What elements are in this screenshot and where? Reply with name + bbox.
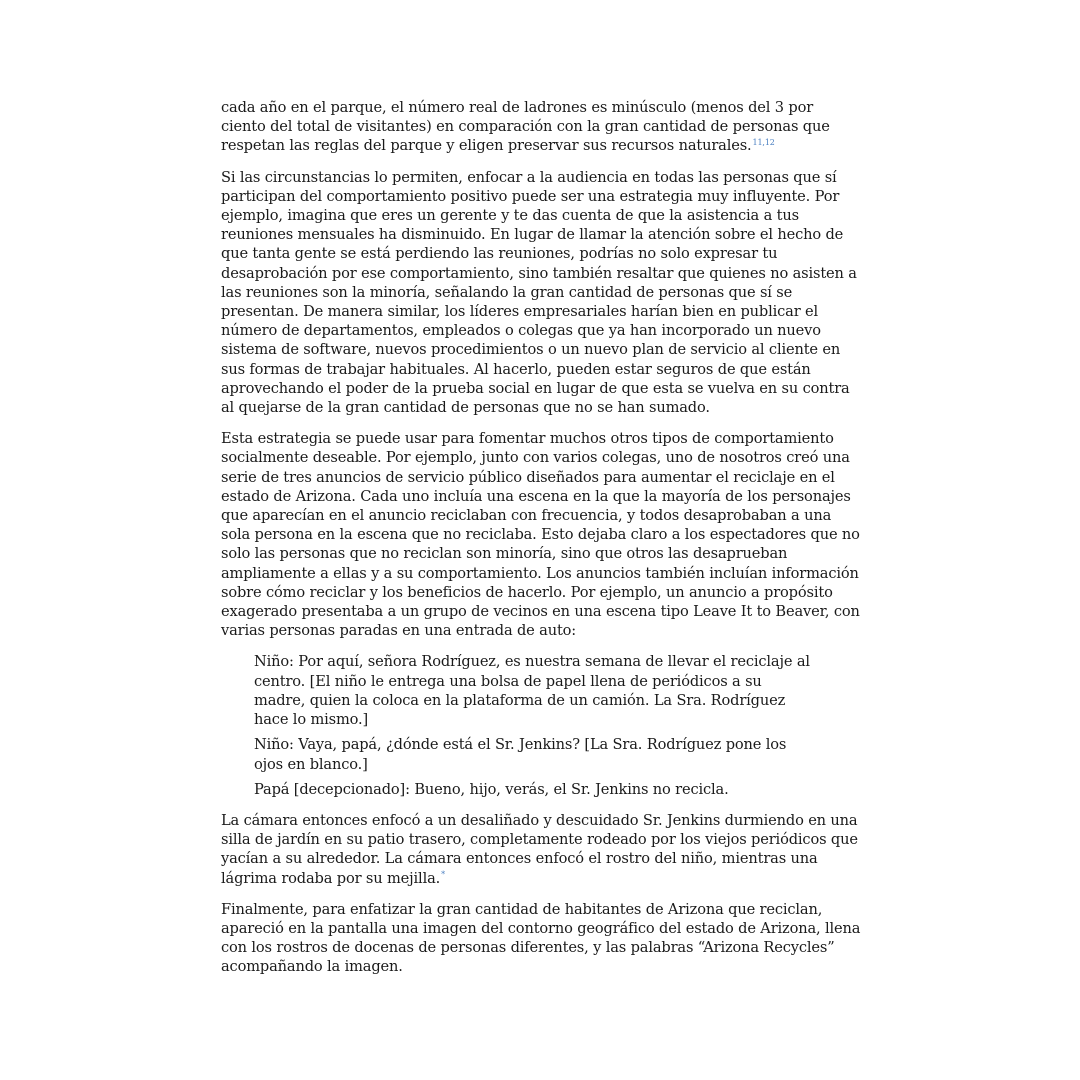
paragraph	[221, 811, 861, 888]
footnote-reference-link[interactable]: *	[441, 869, 445, 879]
document-page	[221, 98, 861, 989]
paragraph	[221, 98, 861, 156]
paragraph-text: cada año en el parque, el número real de ladrones es minúsculo (menos del 3 por ciento del total de visitantes) en comparación con la gran cantidad de personas que respetan las reglas del parque y eligen preservar sus recursos naturales.	[221, 99, 830, 155]
quote-line: Niño: Vaya, papá, ¿dónde está el Sr. Jenkins? [La Sra. Rodríguez pone los ojos en blanco.]	[254, 736, 787, 773]
paragraph: Si las circunstancias lo permiten, enfocar a la audiencia en todas las personas que sí participan del comportamiento positivo puede ser una estrategia muy influyente. Por ejemplo, imagina que eres un gerente y te das cuenta de que la asistencia a tus reuniones mensuales ha disminuido. En lugar de llamar la atención sobre el hecho de que tanta gente se está perdiendo las reuniones, podrías no solo expresar tu desaprobación por ese comportamiento, sino también resaltar que quienes no asisten a las reuniones son la minoría, señalando la gran cantidad de personas que sí se presentan. De manera similar, los líderes empresariales harían bien en publicar el número de departamentos, empleados o colegas que ya han incorporado un nuevo sistema de software, nuevos procedimientos o un nuevo plan de servicio al cliente en sus formas de trabajar habituales. Al hacerlo, pueden estar seguros de que están aprovechando el poder de la prueba social en lugar de que esta se vuelva en su contra al quejarse de la gran cantidad de personas que no se han sumado.	[221, 168, 857, 417]
paragraph: Finalmente, para enfatizar la gran cantidad de habitantes de Arizona que reciclan, apareció en la pantalla una imagen del contorno geográfico del estado de Arizona, llena con los rostros de docenas de personas diferentes, y las palabras “Arizona Recycles” acompañando la imagen.	[221, 900, 861, 976]
paragraph-text: La cámara entonces enfocó a un desaliñado y descuidado Sr. Jenkins durmiendo en una silla de jardín en su patio trasero, completamente rodeado por los viejos periódicos que yacían a su alrededor. La cámara entonces enfocó el rostro del niño, mientras una lágrima rodaba por su mejilla.	[221, 811, 858, 887]
quote-line: Papá [decepcionado]: Bueno, hijo, verás, el Sr. Jenkins no recicla.	[254, 780, 729, 798]
paragraph: Esta estrategia se puede usar para fomentar muchos otros tipos de comportamiento socialmente deseable. Por ejemplo, junto con varios colegas, uno de nosotros creó una serie de tres anuncios de servicio público diseñados para aumentar el reciclaje en el estado de Arizona. Cada uno incluía una escena en la que la mayoría de los personajes que aparecían en el anuncio reciclaban con frecuencia, y todos desaprobaban a una sola persona en la escena que no reciclaba. Esto dejaba claro a los espectadores que no solo las personas que no reciclan son minoría, sino que otros las desaprueban ampliamente a ellas y a su comportamiento. Los anuncios también incluían información sobre cómo reciclar y los beneficios de hacerlo. Por ejemplo, un anuncio a propósito exagerado presentaba a un grupo de vecinos en una escena tipo Leave It to Beaver, con varias personas paradas en una entrada de auto:	[221, 430, 860, 640]
quote-line: Niño: Por aquí, señora Rodríguez, es nuestra semana de llevar el reciclaje al centro. [El niño le entrega una bolsa de papel llena de periódicos a su madre, quien la coloca en la plataforma de un camión. La Sra. Rodríguez hace lo mismo.]	[254, 653, 810, 729]
footnote-reference-link[interactable]: 11,12	[752, 137, 775, 147]
block-quote	[254, 652, 814, 798]
